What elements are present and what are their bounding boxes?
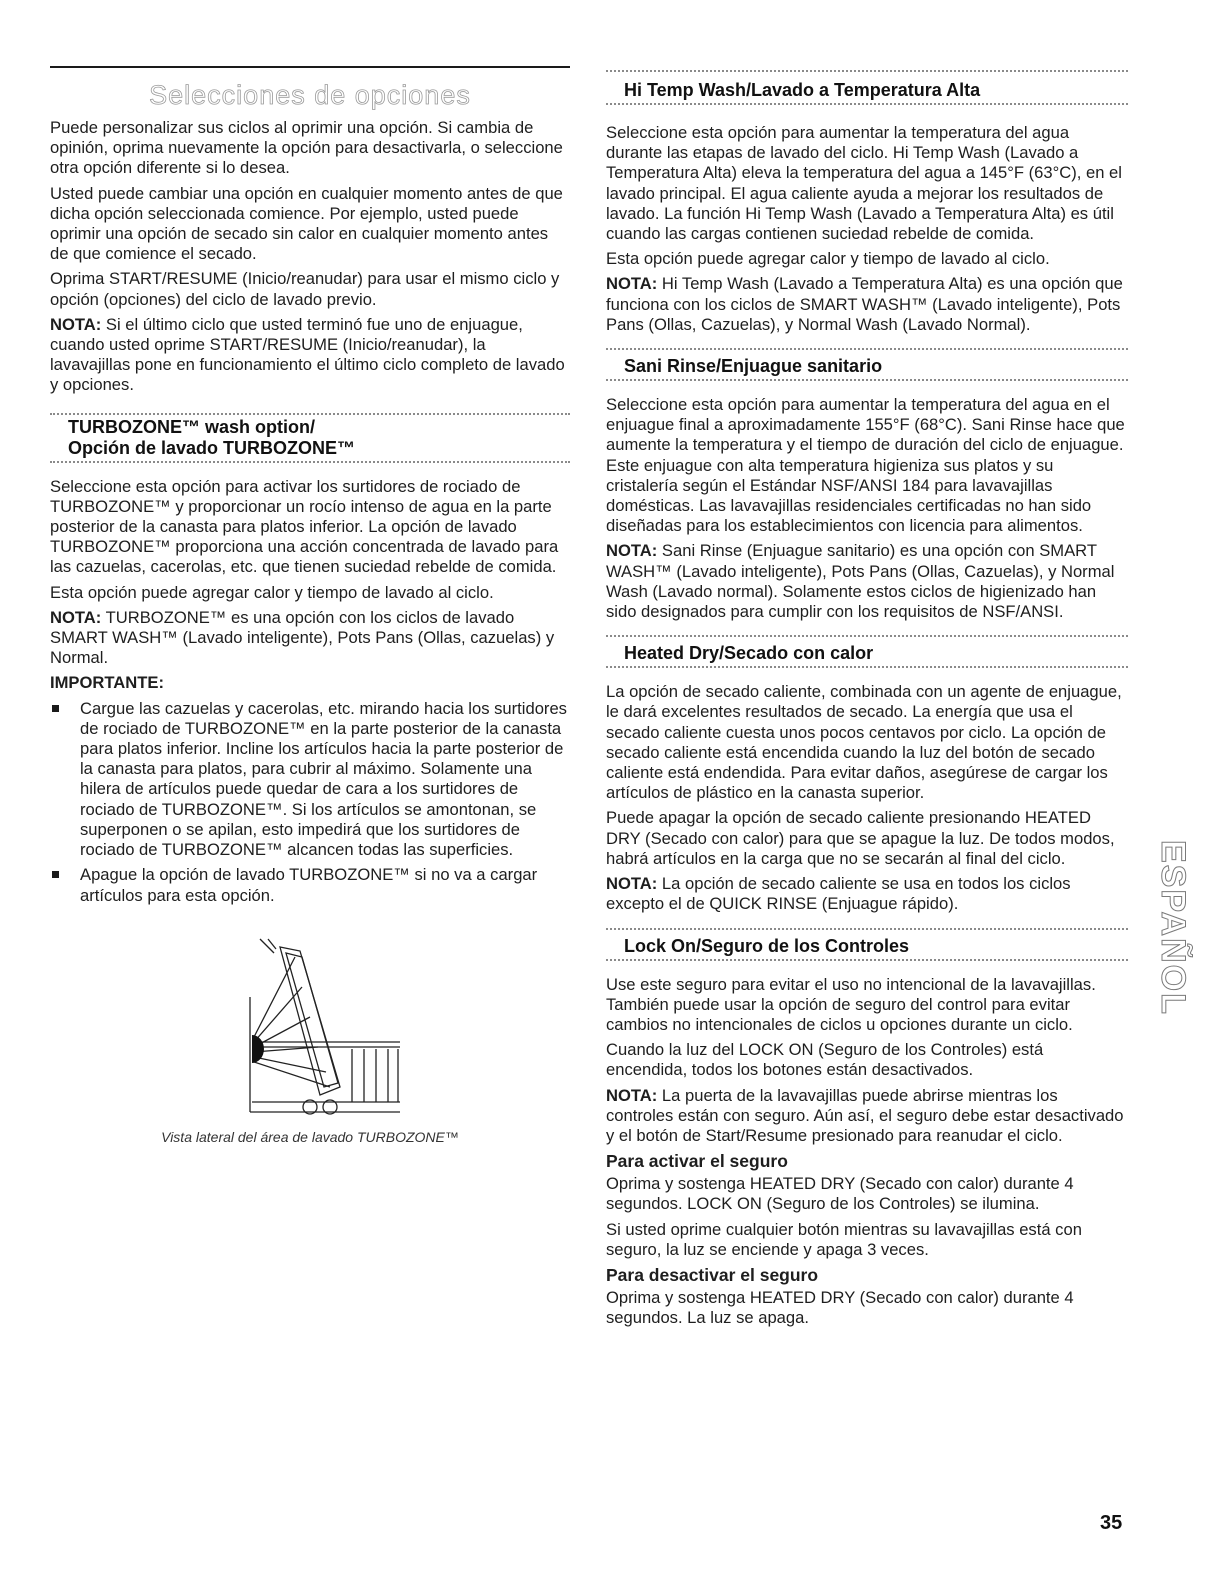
note-text: TURBOZONE™ es una opción con los ciclos de lavado SMART WASH™ (Lavado inteligente), Pots Pans (Ollas, cazuelas) y Normal. <box>50 607 555 668</box>
hitemp-note <box>606 274 1128 335</box>
bullet-text: Apague la opción de lavado TURBOZONE™ si no va a cargar artículos para esta opción. <box>80 865 538 905</box>
activate-lock-heading: Para activar el seguro <box>606 1151 788 1172</box>
sani-note <box>606 541 1128 622</box>
top-rule <box>50 66 570 68</box>
deactivate-lock-heading: Para desactivar el seguro <box>606 1264 819 1285</box>
hitemp-paragraph-2: Esta opción puede agregar calor y tiempo de lavado al ciclo. <box>606 249 1050 269</box>
bullet-text: Cargue las cazuelas y cacerolas, etc. mirando hacia los surtidores de rociado de TURBOZONE™ en la parte posterior de la canasta para platos inferior. Incline los artículos hacia la parte posterior de la canasta para platos, para cubrir al máximo. Solamente una hilera de artículos puede quedar de cara a los surtidores de rociado de TURBOZONE™. Si los artículos se amontonan, se superponen o se apilan, esto impedirá que los surtidores de rociado de TURBOZONE™ alcancen todas las superficies. <box>80 698 567 860</box>
bullet-square-icon <box>52 871 59 878</box>
page-title: Selecciones de opciones <box>149 80 471 110</box>
intro-note <box>50 315 570 396</box>
turbozone-heading <box>50 415 570 461</box>
bullet-item <box>50 699 570 861</box>
heated-dry-paragraph-2: Puede apagar la opción de secado caliente presionando HEATED DRY (Secado con calor) para que se apague la luz. De todos modos, habrá artículos en la carga que no se secarán al final del ciclo. <box>606 808 1115 868</box>
left-column <box>50 118 570 1145</box>
turbozone-note <box>50 608 570 669</box>
lock-paragraph-2: Cuando la luz del LOCK ON (Seguro de los Controles) está encendida, todos los botones están desactivados. <box>606 1040 1044 1080</box>
language-side-tab: ESPAÑOL <box>1154 839 1192 1016</box>
note-text: Hi Temp Wash (Lavado a Temperatura Alta) es una opción que funciona con los ciclos de SMART WASH™ (Lavado inteligente), Pots Pans (Ollas, Cazuelas), y Normal Wash (Lavado Normal). <box>606 274 1123 334</box>
intro-paragraph-2: Usted puede cambiar una opción en cualquier momento antes de que dicha opción seleccionada comience. Por ejemplo, usted puede oprimir una opción de secado sin calor en cualquier momento antes de que comience el secado. <box>50 183 563 264</box>
figure-caption: Vista lateral del área de lavado TURBOZONE™ <box>161 1128 459 1145</box>
note-label: NOTA: <box>50 607 102 627</box>
sani-heading: Sani Rinse/Enjuague sanitario <box>624 356 883 377</box>
heated-dry-paragraph-1: La opción de secado caliente, combinada con un agente de enjuague, le dará excelentes resultados de secado. La energía que usa el secado caliente cuesta unos pocos centavos por ciclo. La opción de secado caliente está encendida cuando la luz del botón de secado caliente está endendida. Para evitar daños, asegúrese de cargar los artículos de plástico en la canasta superior. <box>606 682 1122 803</box>
turbozone-paragraph-1: Seleccione esta opción para activar los surtidores de rociado de TURBOZONE™ y proporcionar un rocío intenso de agua en la parte posterior de la canasta para platos inferior. La opción de lavado TURBOZONE™ proporciona una acción concentrada de lavado para las cazuelas, cacerolas, etc. que tienen suciedad rebelde de comida. <box>50 476 559 577</box>
heated-dry-note <box>606 874 1128 914</box>
intro-paragraph-1: Puede personalizar sus ciclos al oprimir una opción. Si cambia de opinión, oprima nuevamente la opción para desactivarla, o seleccione otra opción diferente si lo desea. <box>50 118 563 178</box>
turbozone-heading-line-1: TURBOZONE™ wash option/ <box>68 416 315 437</box>
note-label: NOTA: <box>606 1085 658 1105</box>
note-text: Sani Rinse (Enjuague sanitario) es una opción con SMART WASH™ (Lavado inteligente), Pots Pans (Ollas, Cazuelas), y Normal Wash (Lavado normal). Solamente estos ciclos de higienizado han sido designados para cumplir con los requisitos de NSF/ANSI. <box>606 541 1115 622</box>
lock-paragraph-1: Use este seguro para evitar el uso no intencional de la lavavajillas. También puede usar la opción de seguro del control para evitar cambios no intencionales de ciclos u opciones durante un ciclo. <box>606 974 1096 1034</box>
bullet-item <box>50 865 570 905</box>
activate-lock-paragraph-1: Oprima y sostenga HEATED DRY (Secado con calor) durante 4 segundos. LOCK ON (Seguro de los Controles) se ilumina. <box>606 1174 1074 1214</box>
bullet-square-icon <box>52 705 59 712</box>
dishwasher-side-view-icon <box>240 937 410 1127</box>
turbozone-heading-line-2: Opción de lavado TURBOZONE™ <box>68 437 356 458</box>
note-text: Si el último ciclo que usted terminó fue uno de enjuague, cuando usted oprime START/RESUME (Inicio/reanudar), la lavavajillas pone en funcionamiento el último ciclo completo de lavado y opciones. <box>50 314 565 395</box>
turbozone-paragraph-2: Esta opción puede agregar calor y tiempo de lavado al ciclo. <box>50 582 494 602</box>
sani-paragraph-1: Seleccione esta opción para aumentar la temperatura del agua en el enjuague final a aproximadamente 155°F (68°C). Sani Rinse hace que aumente la temperatura y el tiempo de duración del ciclo de enjuague. Este enjuague con alta temperatura higieniza sus platos y su cristalería según el Estándar NSF/ANSI 184 para lavavajillas domésticas. Las lavavajillas residenciales certificadas no han sido diseñadas para los establecimientos con licencia para alimentos. <box>606 395 1125 536</box>
note-text: La puerta de la lavavajillas puede abrirse mientras los controles están con seguro. Aún así, el seguro debe estar desactivado y el botón de Start/Resume presionado para reanudar el ciclo. <box>606 1085 1124 1145</box>
note-label: NOTA: <box>606 541 658 561</box>
note-text: La opción de secado caliente se usa en todos los ciclos excepto el de QUICK RINSE (Enjuague rápido). <box>606 874 1071 914</box>
page-number: 35 <box>1100 1512 1123 1534</box>
hitemp-paragraph-1: Seleccione esta opción para aumentar la temperatura del agua durante las etapas de lavado del ciclo. Hi Temp Wash (Lavado a Temperatura Alta) eleva la temperatura del agua a 145°F (63°C), en el lavado principal. El agua caliente ayuda a mejorar los resultados de lavado. La función Hi Temp Wash (Lavado a Temperatura Alta) es útil cuando las cargas contienen suciedad rebelde de comida. <box>606 123 1122 244</box>
importante-label: IMPORTANTE: <box>50 673 164 693</box>
note-label: NOTA: <box>606 274 658 294</box>
intro-paragraph-3: Oprima START/RESUME (Inicio/reanudar) para usar el mismo ciclo y opción (opciones) del ciclo de lavado previo. <box>50 269 560 309</box>
hitemp-heading: Hi Temp Wash/Lavado a Temperatura Alta <box>624 80 981 100</box>
right-column <box>606 70 1128 1333</box>
activate-lock-paragraph-2: Si usted oprime cualquier botón mientras su lavavajillas está con seguro, la luz se enciende y apaga 3 veces. <box>606 1219 1082 1259</box>
note-label: NOTA: <box>50 314 102 334</box>
lock-note <box>606 1086 1128 1147</box>
deactivate-lock-paragraph-1: Oprima y sostenga HEATED DRY (Secado con calor) durante 4 segundos. La luz se apaga. <box>606 1287 1074 1328</box>
heated-dry-heading: Heated Dry/Secado con calor <box>624 643 874 664</box>
lock-heading: Lock On/Seguro de los Controles <box>624 935 910 956</box>
turbozone-figure <box>240 937 410 1127</box>
note-label: NOTA: <box>606 874 658 894</box>
